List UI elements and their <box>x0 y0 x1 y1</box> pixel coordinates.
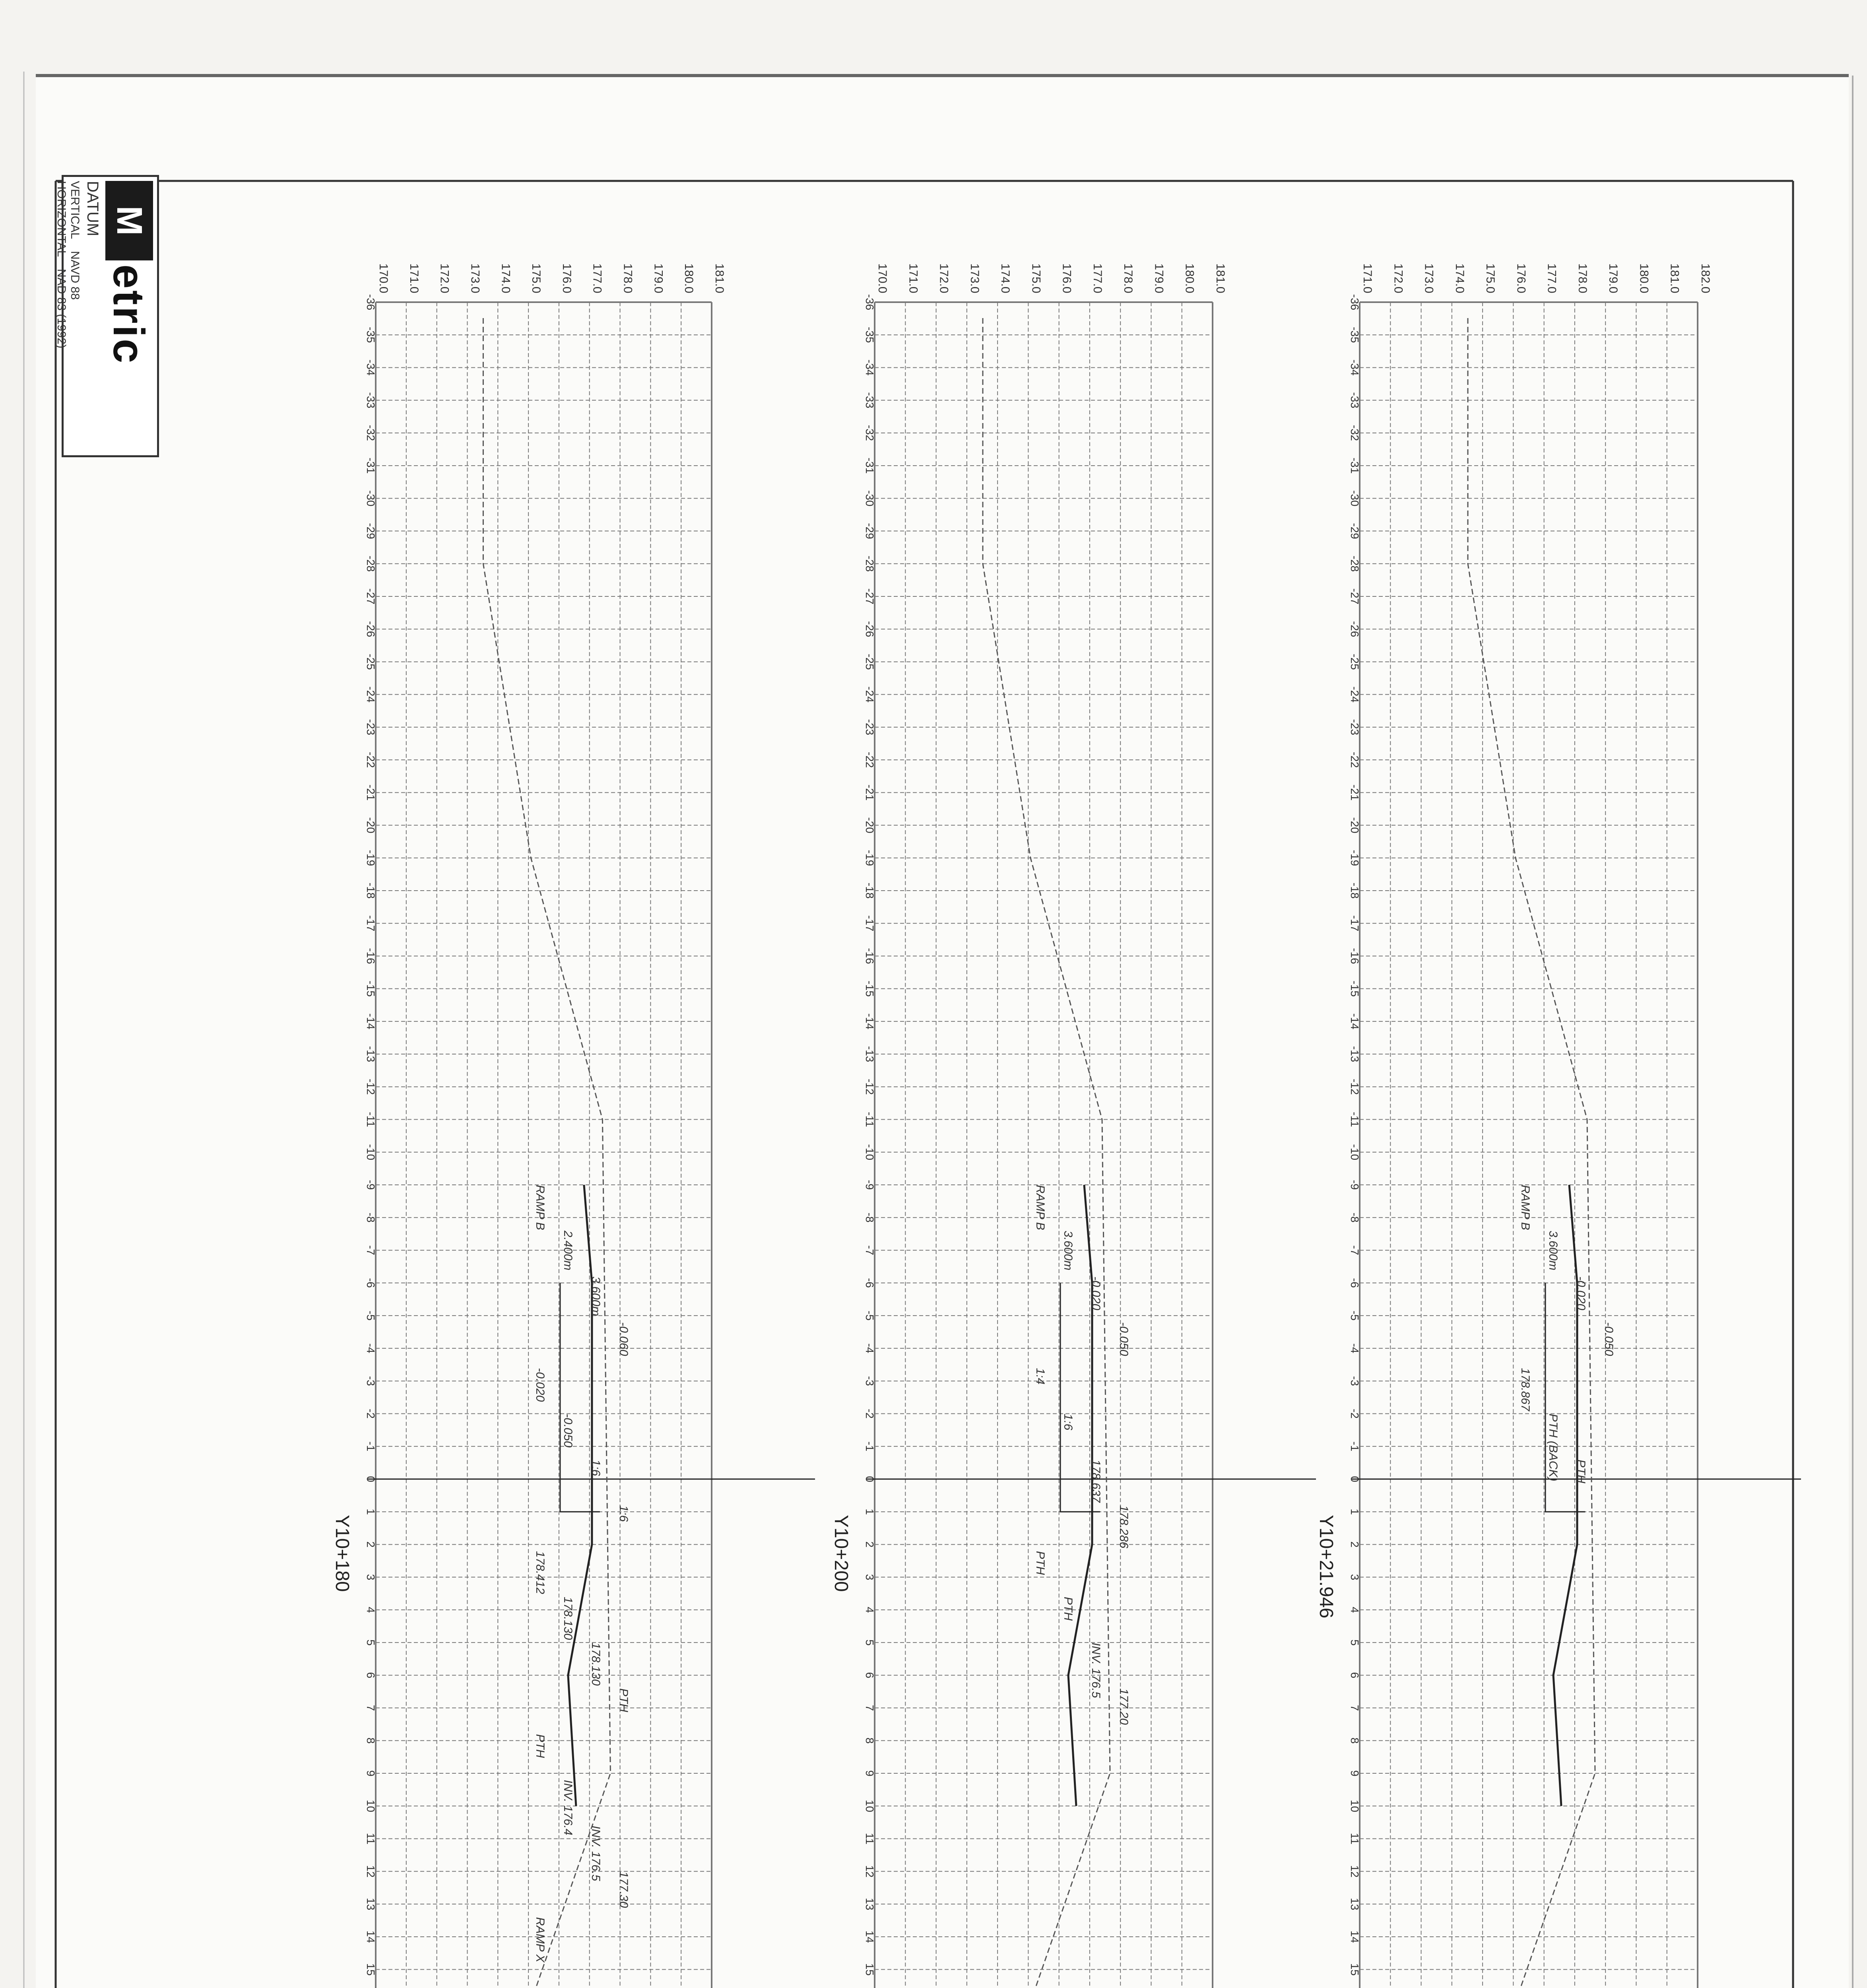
elevation-label-top: 175.0 <box>1484 263 1497 293</box>
offset-label: -19 <box>365 850 377 866</box>
offset-label: 0 <box>1349 1476 1361 1482</box>
section-note: PTH <box>1034 1551 1047 1575</box>
offset-label: 7 <box>365 1705 377 1711</box>
datum-table <box>54 181 82 348</box>
section-note: RAMP B <box>1519 1185 1532 1230</box>
offset-label: 0 <box>864 1476 876 1482</box>
offset-label: -5 <box>864 1310 876 1321</box>
offset-label: -34 <box>864 359 876 376</box>
offset-label: 1 <box>1349 1508 1361 1515</box>
elevation-label-top: 176.0 <box>1514 263 1528 293</box>
offset-label: -14 <box>365 1013 377 1030</box>
offset-label: 3 <box>365 1574 377 1580</box>
offset-label: -34 <box>1349 359 1361 376</box>
offset-label: 10 <box>864 1800 876 1812</box>
offset-label: -35 <box>1349 326 1361 343</box>
offset-label: 5 <box>864 1639 876 1646</box>
offset-label: 3 <box>1349 1574 1361 1580</box>
offset-label: 9 <box>365 1770 377 1776</box>
offset-label: -25 <box>864 654 876 670</box>
elevation-label-top: 176.0 <box>560 263 573 293</box>
elevation-label-top: 177.0 <box>1545 263 1558 293</box>
offset-label: -23 <box>864 719 876 736</box>
offset-label: 7 <box>864 1705 876 1711</box>
section-note: -0.050 <box>1117 1322 1130 1356</box>
elevation-label-top: 171.0 <box>407 263 421 293</box>
offset-label: -26 <box>365 621 377 637</box>
offset-label: 4 <box>365 1607 377 1613</box>
elevation-label-top: 172.0 <box>438 263 451 293</box>
elevation-label-top: 174.0 <box>1453 263 1466 293</box>
offset-label: -34 <box>365 359 377 376</box>
metric-legend-box <box>55 175 159 457</box>
elevation-label-top: 177.0 <box>1091 263 1104 293</box>
offset-label: -6 <box>864 1278 876 1288</box>
section-note: 3.600m <box>589 1276 602 1316</box>
offset-label: -33 <box>864 392 876 408</box>
elevation-label-top: 173.0 <box>968 263 981 293</box>
section-note: -0.050 <box>1602 1322 1615 1356</box>
offset-label: -16 <box>365 948 377 964</box>
section-note: PTH (BACK) <box>1547 1413 1560 1481</box>
elevation-label-top: 179.0 <box>652 263 665 293</box>
elevation-label-top: 180.0 <box>1183 263 1196 293</box>
offset-label: -27 <box>1349 588 1361 605</box>
offset-label: 1 <box>365 1508 377 1515</box>
offset-label: 9 <box>1349 1770 1361 1776</box>
offset-label: -5 <box>365 1310 377 1321</box>
section-note: 178.130 <box>561 1597 574 1640</box>
metric-logo: M <box>105 181 153 260</box>
section-note: RAMP X <box>533 1917 547 1963</box>
offset-label: 0 <box>365 1476 377 1482</box>
offset-label: -12 <box>1349 1079 1361 1095</box>
section-note: 1:6 <box>1062 1413 1075 1431</box>
offset-label: -14 <box>1349 1013 1361 1030</box>
offset-label: -36 <box>864 294 876 311</box>
offset-label: -30 <box>864 490 876 507</box>
offset-label: -21 <box>365 784 377 801</box>
offset-label: -31 <box>864 457 876 474</box>
offset-label: -8 <box>1349 1212 1361 1223</box>
offset-label: -33 <box>1349 392 1361 408</box>
offset-label: -32 <box>864 425 876 441</box>
section-note: -0.020 <box>1089 1276 1102 1310</box>
elevation-label-top: 171.0 <box>1361 263 1374 293</box>
offset-label: -17 <box>365 915 377 932</box>
offset-label: -17 <box>1349 915 1361 932</box>
elevation-label-top: 178.0 <box>1122 263 1135 293</box>
offset-label: 13 <box>864 1898 876 1910</box>
offset-label: -25 <box>1349 654 1361 670</box>
offset-label: 6 <box>1349 1672 1361 1679</box>
offset-label: -15 <box>365 980 377 997</box>
section-note: 178.412 <box>533 1551 547 1594</box>
offset-label: -28 <box>1349 555 1361 572</box>
offset-label: -31 <box>1349 457 1361 474</box>
offset-label: -18 <box>864 882 876 899</box>
metric-word: etric <box>104 264 153 365</box>
offset-label: 9 <box>864 1770 876 1776</box>
offset-label: -24 <box>365 686 377 703</box>
offset-label: -29 <box>365 523 377 539</box>
vertical-value: NAVD 88 <box>68 251 82 300</box>
section-note: RAMP B <box>1034 1185 1047 1230</box>
section-note: 3.600m <box>1547 1231 1560 1271</box>
offset-label: -36 <box>365 294 377 311</box>
offset-label: -11 <box>864 1112 876 1127</box>
offset-label: -26 <box>864 621 876 637</box>
offset-label: -22 <box>1349 751 1361 768</box>
elevation-label-top: 172.0 <box>937 263 951 293</box>
offset-label: -8 <box>365 1212 377 1223</box>
offset-label: 6 <box>365 1672 377 1679</box>
offset-label: -20 <box>864 817 876 833</box>
elevation-label-top: 178.0 <box>621 263 635 293</box>
elevation-label-top: 181.0 <box>1668 263 1681 293</box>
elevation-label-top: 179.0 <box>1152 263 1166 293</box>
offset-label: -29 <box>864 523 876 539</box>
elevation-label-top: 174.0 <box>499 263 512 293</box>
section-note: -0.020 <box>1574 1276 1588 1310</box>
section-note: -0.050 <box>561 1413 574 1448</box>
offset-label: -15 <box>864 980 876 997</box>
section-note: 178.130 <box>589 1642 602 1686</box>
section-note: 178.867 <box>1519 1368 1532 1411</box>
section-note: 3.600m <box>1062 1231 1075 1271</box>
offset-label: 1 <box>864 1508 876 1515</box>
offset-label: -3 <box>1349 1376 1361 1386</box>
offset-label: -24 <box>1349 686 1361 703</box>
elevation-label-top: 170.0 <box>377 263 390 293</box>
offset-label: 12 <box>1349 1865 1361 1878</box>
offset-label: -4 <box>365 1343 377 1353</box>
offset-label: -1 <box>864 1441 876 1452</box>
section-note: INV. 176.4 <box>561 1780 574 1835</box>
offset-label: -2 <box>864 1409 876 1419</box>
elevation-label-top: 170.0 <box>876 263 889 293</box>
offset-label: -10 <box>1349 1144 1361 1161</box>
section-note: INV. 176.5 <box>1089 1642 1102 1698</box>
datum-label: DATUM <box>84 181 101 237</box>
offset-label: -9 <box>864 1180 876 1190</box>
offset-label: 8 <box>365 1737 377 1744</box>
offset-label: 15 <box>365 1963 377 1976</box>
offset-label: -30 <box>365 490 377 507</box>
offset-label: 14 <box>1349 1930 1361 1943</box>
offset-label: -20 <box>1349 817 1361 833</box>
metric-legend <box>55 175 159 457</box>
section-note: -0.060 <box>617 1322 630 1356</box>
horizontal-value: NAD 83 (1992) <box>55 269 68 349</box>
offset-label: -16 <box>864 948 876 964</box>
offset-label: 12 <box>864 1865 876 1878</box>
offset-label: -35 <box>365 326 377 343</box>
elevation-label-top: 180.0 <box>682 263 696 293</box>
offset-label: -25 <box>365 654 377 670</box>
offset-label: -3 <box>365 1376 377 1386</box>
elevation-label-top: 176.0 <box>1060 263 1073 293</box>
offset-label: -13 <box>365 1046 377 1062</box>
offset-label: -12 <box>365 1079 377 1095</box>
elevation-label-top: 180.0 <box>1637 263 1651 293</box>
section-note: INV. 176.5 <box>589 1825 602 1881</box>
offset-label: -31 <box>365 457 377 474</box>
offset-label: 3 <box>864 1574 876 1580</box>
offset-label: 13 <box>365 1898 377 1910</box>
offset-label: -33 <box>365 392 377 408</box>
section-note: 1:6 <box>589 1459 602 1476</box>
section-note: PTH <box>617 1688 630 1712</box>
offset-label: 5 <box>1349 1639 1361 1646</box>
offset-label: -15 <box>1349 980 1361 997</box>
offset-label: -12 <box>864 1079 876 1095</box>
offset-label: 8 <box>1349 1737 1361 1744</box>
offset-label: 10 <box>365 1800 377 1812</box>
offset-label: -16 <box>1349 948 1361 964</box>
offset-label: -26 <box>1349 621 1361 637</box>
offset-label: -3 <box>864 1376 876 1386</box>
elevation-label-top: 172.0 <box>1392 263 1405 293</box>
offset-label: -9 <box>365 1180 377 1190</box>
offset-label: 15 <box>864 1963 876 1976</box>
offset-label: -36 <box>1349 294 1361 311</box>
elevation-label-top: 173.0 <box>468 263 482 293</box>
offset-label: -2 <box>1349 1409 1361 1419</box>
offset-label: 4 <box>864 1607 876 1613</box>
offset-label: -7 <box>365 1245 377 1255</box>
offset-label: -10 <box>365 1144 377 1161</box>
section-note: 177.30 <box>617 1871 630 1908</box>
vertical-label: VERTICAL <box>68 181 82 239</box>
offset-label: -7 <box>864 1245 876 1255</box>
offset-label: -35 <box>864 326 876 343</box>
offset-label: -11 <box>1349 1112 1361 1127</box>
section-note: -0.020 <box>533 1368 547 1402</box>
offset-label: -13 <box>1349 1046 1361 1062</box>
section-note: PTH <box>1574 1459 1588 1483</box>
offset-label: -27 <box>864 588 876 605</box>
offset-label: -1 <box>1349 1441 1361 1452</box>
offset-label: 7 <box>1349 1705 1361 1711</box>
offset-label: -21 <box>864 784 876 801</box>
elevation-label-top: 178.0 <box>1576 263 1589 293</box>
offset-label: -23 <box>1349 719 1361 736</box>
elevation-label-top: 171.0 <box>906 263 920 293</box>
offset-label: -5 <box>1349 1310 1361 1321</box>
offset-label: 14 <box>365 1930 377 1943</box>
offset-label: -22 <box>864 751 876 768</box>
offset-label: -21 <box>1349 784 1361 801</box>
offset-label: 5 <box>365 1639 377 1646</box>
offset-label: 15 <box>1349 1963 1361 1976</box>
offset-label: -24 <box>864 686 876 703</box>
offset-label: -7 <box>1349 1245 1361 1255</box>
offset-label: -9 <box>1349 1180 1361 1190</box>
section-note: 178.286 <box>1117 1505 1130 1549</box>
offset-label: -32 <box>365 425 377 441</box>
elevation-label-top: 177.0 <box>590 263 604 293</box>
offset-label: 2 <box>1349 1541 1361 1548</box>
section-note: 2.400m <box>561 1231 574 1271</box>
elevation-label-top: 175.0 <box>530 263 543 293</box>
offset-label: -22 <box>365 751 377 768</box>
offset-label: 12 <box>365 1865 377 1878</box>
station-label: Y10+180 <box>332 1515 353 1592</box>
offset-label: -6 <box>365 1278 377 1288</box>
elevation-label-top: 179.0 <box>1607 263 1620 293</box>
offset-label: -4 <box>1349 1343 1361 1353</box>
offset-label: -27 <box>365 588 377 605</box>
offset-label: -30 <box>1349 490 1361 507</box>
offset-label: -10 <box>864 1144 876 1161</box>
station-label: Y10+200 <box>831 1515 852 1592</box>
elevation-label-top: 182.0 <box>1699 263 1712 293</box>
section-note: PTH <box>1062 1597 1075 1621</box>
offset-label: 2 <box>864 1541 876 1548</box>
offset-label: -14 <box>864 1013 876 1030</box>
offset-label: -19 <box>864 850 876 866</box>
elevation-label-top: 181.0 <box>713 263 726 293</box>
offset-label: 10 <box>1349 1800 1361 1812</box>
offset-label: -1 <box>365 1441 377 1452</box>
offset-label: 14 <box>864 1930 876 1943</box>
offset-label: 2 <box>365 1541 377 1548</box>
offset-label: 4 <box>1349 1607 1361 1613</box>
offset-label: -28 <box>365 555 377 572</box>
offset-label: -18 <box>365 882 377 899</box>
elevation-label-top: 175.0 <box>1029 263 1043 293</box>
offset-label: -8 <box>864 1212 876 1223</box>
horizontal-label: HORIZONTAL <box>55 181 68 257</box>
section-note: RAMP B <box>533 1185 547 1230</box>
elevation-label-top: 181.0 <box>1214 263 1227 293</box>
offset-label: 11 <box>864 1833 876 1844</box>
offset-label: -20 <box>365 817 377 833</box>
offset-label: -11 <box>365 1112 377 1127</box>
offset-label: -18 <box>1349 882 1361 899</box>
offset-label: -2 <box>365 1409 377 1419</box>
offset-label: 6 <box>864 1672 876 1679</box>
station-label: Y10+21.946 <box>1316 1515 1337 1619</box>
offset-label: -19 <box>1349 850 1361 866</box>
offset-label: -17 <box>864 915 876 932</box>
offset-label: 11 <box>365 1833 377 1844</box>
offset-label: 11 <box>1349 1833 1361 1844</box>
elevation-label-top: 174.0 <box>999 263 1012 293</box>
offset-label: -28 <box>864 555 876 572</box>
offset-label: -23 <box>365 719 377 736</box>
section-note: 178.637 <box>1089 1459 1102 1503</box>
elevation-label-top: 173.0 <box>1422 263 1436 293</box>
offset-label: -6 <box>1349 1278 1361 1288</box>
section-note: 177.20 <box>1117 1688 1130 1725</box>
offset-label: -29 <box>1349 523 1361 539</box>
section-note: PTH <box>533 1734 547 1758</box>
offset-label: 13 <box>1349 1898 1361 1910</box>
offset-label: 8 <box>864 1737 876 1744</box>
offset-label: -32 <box>1349 425 1361 441</box>
section-note: 1:4 <box>1034 1368 1047 1385</box>
section-note: 1:6 <box>617 1505 630 1522</box>
offset-label: -4 <box>864 1343 876 1353</box>
offset-label: -13 <box>864 1046 876 1062</box>
